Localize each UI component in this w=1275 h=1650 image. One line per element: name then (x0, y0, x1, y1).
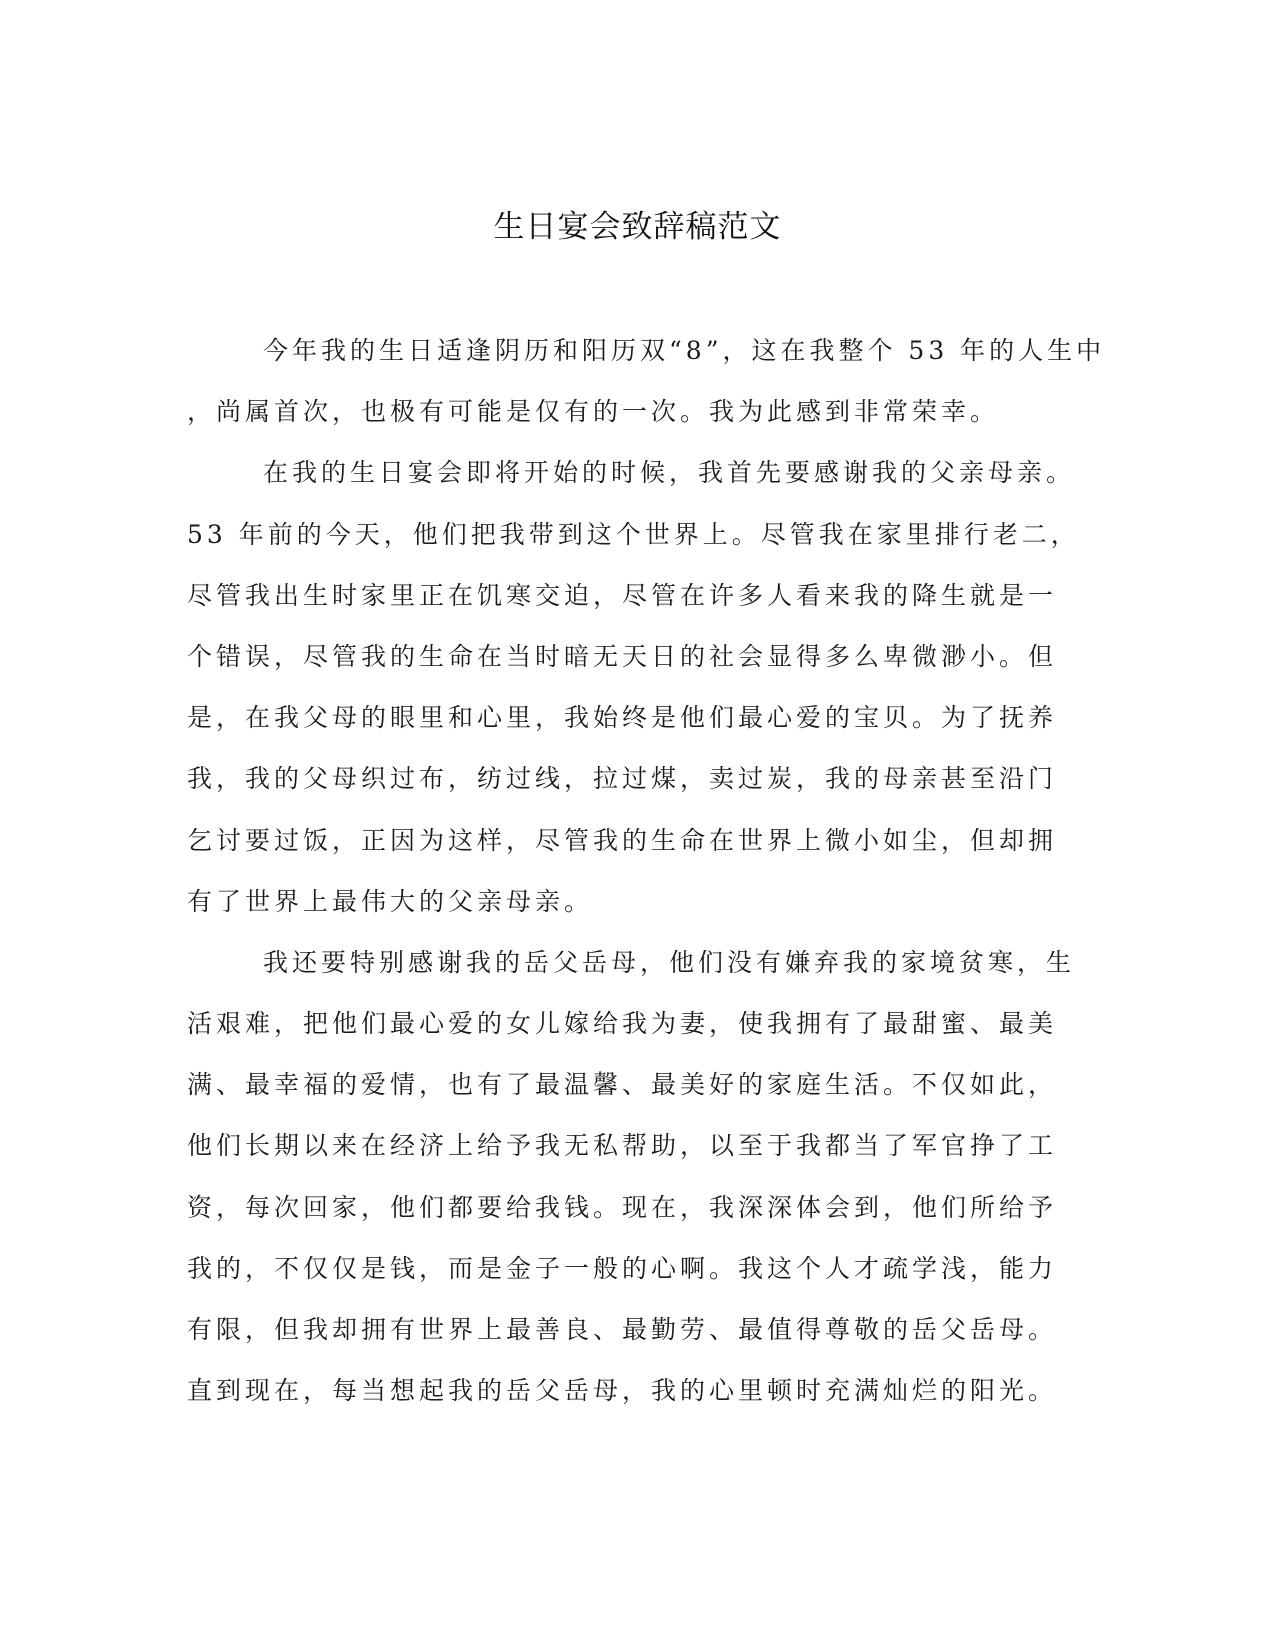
text-line: 尽管我出生时家里正在饥寒交迫，尽管在许多人看来我的降生就是一 (187, 580, 1058, 610)
text-line: 满、最幸福的爱情，也有了最温馨、最美好的家庭生活。不仅如此， (187, 1070, 1058, 1100)
text-line: 今年我的生日适逢阴历和阳历双“8”，这在我整个 53 年的人生中 (263, 336, 1106, 365)
text-line: 资，每次回家，他们都要给我钱。现在，我深深体会到，他们所给予 (187, 1192, 1058, 1222)
text-line: 在我的生日宴会即将开始的时候，我首先要感谢我的父亲母亲。 (263, 458, 1076, 488)
text-line: 我，我的父母织过布，纺过线，拉过煤，卖过炭，我的母亲甚至沿门 (187, 764, 1058, 794)
document-title: 生日宴会致辞稿范文 (493, 209, 782, 245)
document-body (187, 331, 1106, 1432)
text-line: 乞讨要过饭，正因为这样，尽管我的生命在世界上微小如尘，但却拥 (187, 825, 1058, 855)
text-line: 个错误，尽管我的生命在当时暗无天日的社会显得多么卑微渺小。但 (187, 641, 1058, 671)
text-line: 我的，不仅仅是钱，而是金子一般的心啊。我这个人才疏学浅，能力 (187, 1253, 1058, 1283)
text-line: 是，在我父母的眼里和心里，我始终是他们最心爱的宝贝。为了抚养 (187, 703, 1058, 733)
text-line: 直到现在，每当想起我的岳父岳母，我的心里顿时充满灿烂的阳光。 (187, 1376, 1058, 1406)
text-line: 有限，但我却拥有世界上最善良、最勤劳、最值得尊敬的岳父岳母。 (187, 1315, 1058, 1344)
text-line: 有了世界上最伟大的父亲母亲。 (187, 886, 594, 916)
text-line: 活艰难，把他们最心爱的女儿嫁给我为妻，使我拥有了最甜蜜、最美 (187, 1009, 1058, 1039)
text-line: 我还要特别感谢我的岳父岳母，他们没有嫌弃我的家境贫寒，生 (263, 947, 1076, 977)
text-line: ，尚属首次，也极有可能是仅有的一次。我为此感到非常荣幸。 (187, 397, 1000, 427)
text-line: 他们长期以来在经济上给予我无私帮助，以至于我都当了军官挣了工 (187, 1131, 1058, 1161)
text-line: 53 年前的今天，他们把我带到这个世界上。尽管我在家里排行老二， (187, 519, 1080, 549)
